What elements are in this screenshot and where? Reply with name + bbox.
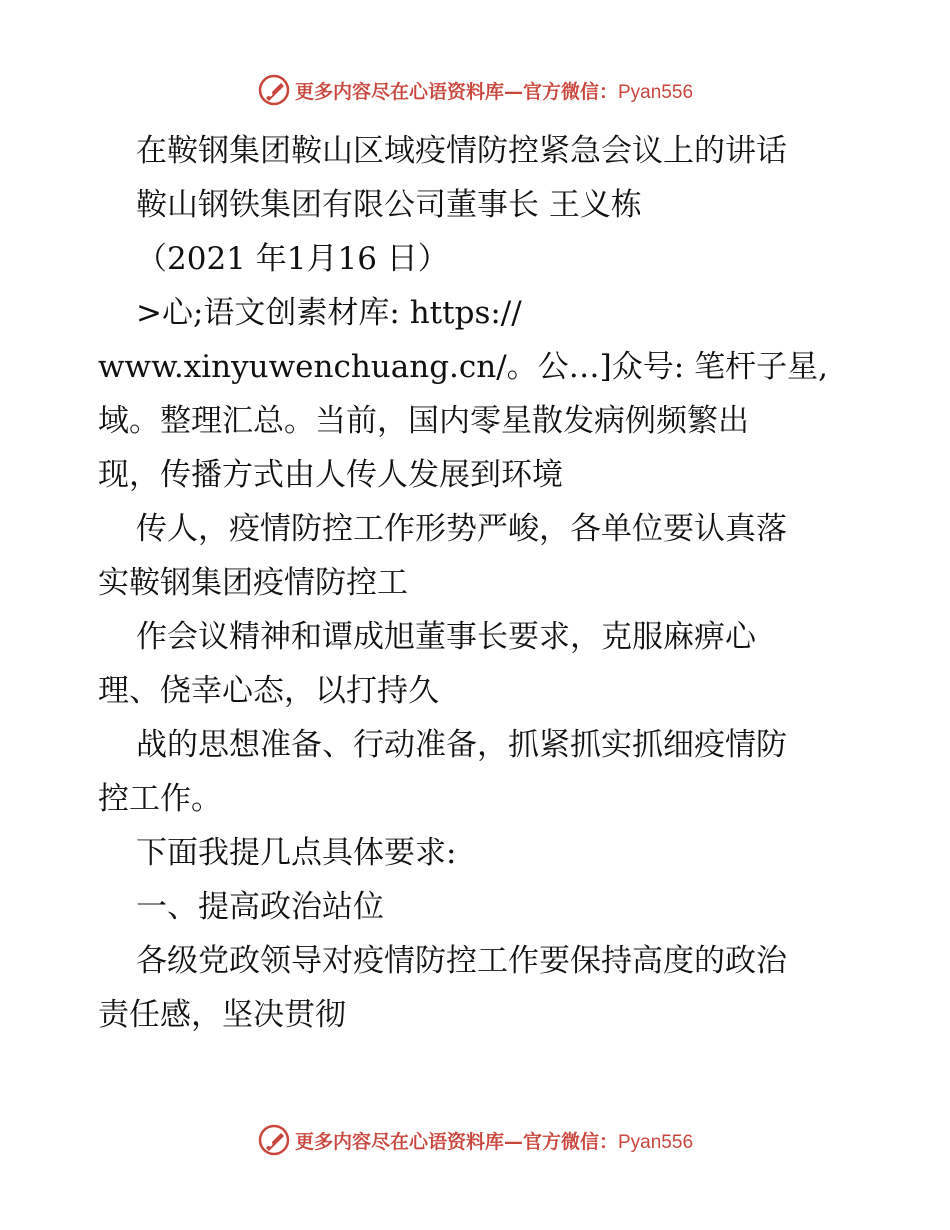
footer-wechat-id: Pyan556 — [618, 1131, 694, 1153]
text-line: 实鞍钢集团疫情防控工 — [98, 565, 408, 601]
header-banner[interactable] — [0, 70, 950, 110]
text-line: >心;语文创素材库: https:// — [136, 295, 522, 331]
text-line: 传人，疫情防控工作形势严峻，各单位要认真落 — [136, 511, 787, 547]
text-line: 域。整理汇总。当前，国内零星散发病例频繁出 — [98, 403, 749, 439]
text-line: 各级党政领导对疫情防控工作要保持高度的政治 — [136, 943, 787, 979]
text-line: 责任感，坚决贯彻 — [98, 997, 346, 1033]
text-line: （2021 年1月16 日） — [136, 241, 449, 277]
text-line: www.xinyuwenchuang.cn/。公…]众号: 笔杆子星, — [98, 349, 828, 385]
text-line: 一、提高政治站位 — [136, 889, 384, 925]
text-line: 现，传播方式由人传人发展到环境 — [98, 457, 563, 493]
header-wechat-id: Pyan556 — [618, 81, 694, 103]
text-line: 在鞍钢集团鞍山区域疫情防控紧急会议上的讲话 — [136, 133, 787, 169]
text-line: 控工作。 — [98, 781, 222, 817]
pen-logo-icon — [257, 1123, 291, 1157]
text-line: 鞍山钢铁集团有限公司董事长 王义栋 — [136, 187, 642, 223]
document-body — [98, 124, 868, 1042]
text-line: 战的思想准备、行动准备，抓紧抓实抓细疫情防 — [136, 727, 787, 763]
text-line: 理、侥幸心态，以打持久 — [98, 673, 439, 709]
text-line: 作会议精神和谭成旭董事长要求，克服麻痹心 — [136, 619, 756, 655]
header-banner-text: 更多内容尽在心语资料库—官方微信：Pyan556 — [294, 80, 694, 103]
footer-banner-text: 更多内容尽在心语资料库—官方微信：Pyan556 — [294, 1130, 694, 1153]
footer-banner[interactable] — [0, 1120, 950, 1160]
text-line: 下面我提几点具体要求: — [136, 835, 457, 871]
pen-logo-icon — [257, 73, 291, 107]
